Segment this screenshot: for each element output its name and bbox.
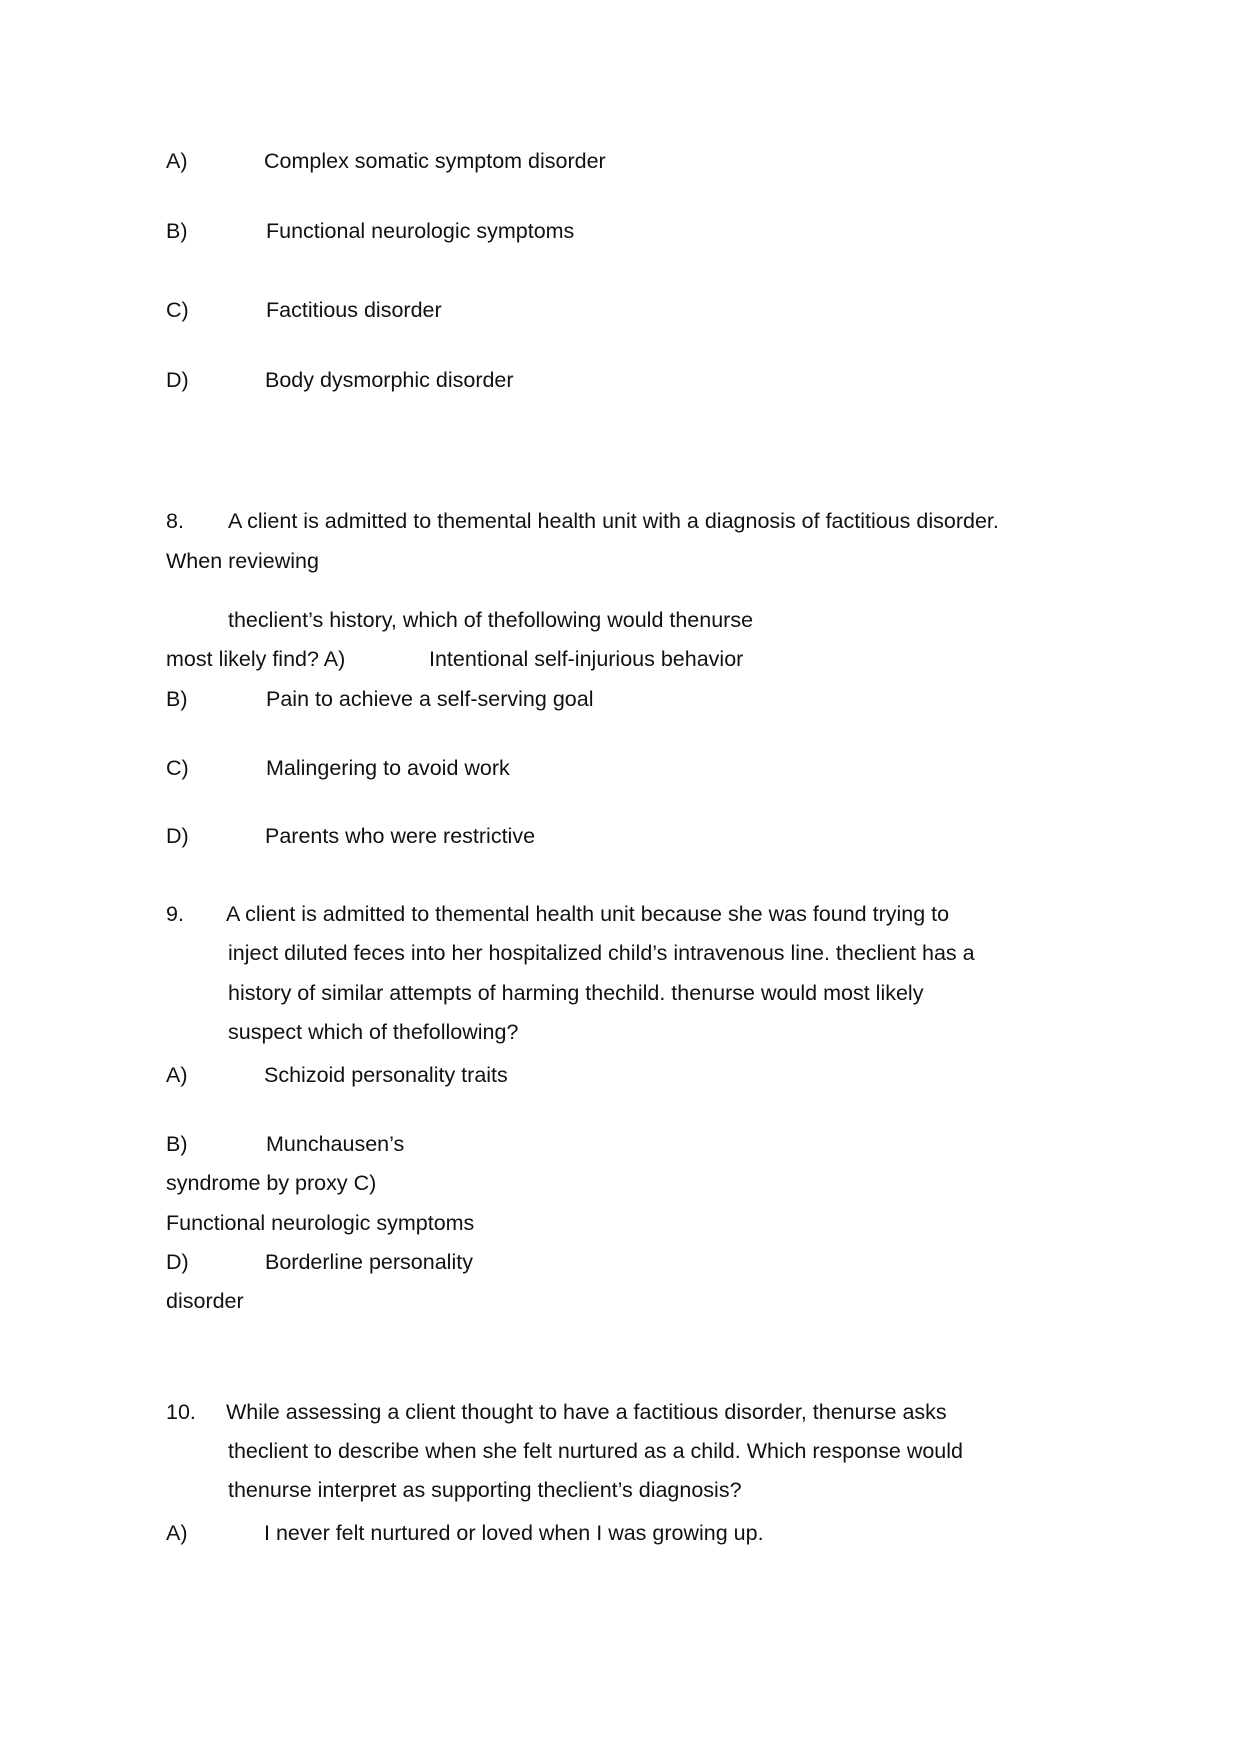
option-text: Malingering to avoid work bbox=[266, 756, 510, 780]
option-text: Complex somatic symptom disorder bbox=[264, 149, 606, 173]
question-text-line: inject diluted feces into her hospitalized child’s intravenous line. theclient has a bbox=[228, 941, 975, 965]
option-text: Factitious disorder bbox=[266, 298, 442, 322]
option-letter: B) bbox=[166, 687, 188, 711]
option-text: Pain to achieve a self-serving goal bbox=[266, 687, 594, 711]
question-text-line: While assessing a client thought to have a factitious disorder, thenurse asks bbox=[226, 1400, 947, 1424]
wrapped-text-line: disorder bbox=[166, 1289, 244, 1313]
option-letter: B) bbox=[166, 219, 188, 243]
question-text-line: A client is admitted to themental health unit because she was found trying to bbox=[226, 902, 950, 926]
question-text-line: most likely find? A) bbox=[166, 647, 346, 671]
option-letter: D) bbox=[166, 368, 189, 392]
question-number: 8. bbox=[166, 509, 184, 533]
option-text: Borderline personality bbox=[265, 1250, 473, 1274]
option-letter: B) bbox=[166, 1132, 188, 1156]
question-text-line: When reviewing bbox=[166, 549, 319, 573]
question-text-line: history of similar attempts of harming thechild. thenurse would most likely bbox=[228, 981, 924, 1005]
option-text: Parents who were restrictive bbox=[265, 824, 536, 848]
option-text: I never felt nurtured or loved when I was growing up. bbox=[264, 1521, 764, 1545]
option-text: Intentional self-injurious behavior bbox=[429, 647, 744, 671]
option-letter: C) bbox=[166, 756, 189, 780]
option-text: Functional neurologic symptoms bbox=[266, 219, 575, 243]
question-text-line: A client is admitted to themental health unit with a diagnosis of factitious disorder. bbox=[228, 509, 999, 533]
question-text-line: thenurse interpret as supporting theclient’s diagnosis? bbox=[228, 1478, 742, 1502]
question-text-line: theclient’s history, which of thefollowing would thenurse bbox=[228, 608, 754, 632]
option-letter: A) bbox=[166, 149, 188, 173]
option-text: Munchausen’s bbox=[266, 1132, 405, 1156]
option-letter: D) bbox=[166, 1250, 189, 1274]
option-letter: D) bbox=[166, 824, 189, 848]
option-letter: A) bbox=[166, 1521, 188, 1545]
wrapped-text-line: Functional neurologic symptoms bbox=[166, 1211, 475, 1235]
question-number: 9. bbox=[166, 902, 184, 926]
option-text: Schizoid personality traits bbox=[264, 1063, 508, 1087]
option-letter: A) bbox=[166, 1063, 188, 1087]
question-number: 10. bbox=[166, 1400, 196, 1424]
option-text: Body dysmorphic disorder bbox=[265, 368, 514, 392]
question-text-line: suspect which of thefollowing? bbox=[228, 1020, 519, 1044]
wrapped-text-line: syndrome by proxy C) bbox=[166, 1171, 377, 1195]
question-text-line: theclient to describe when she felt nurtured as a child. Which response would bbox=[228, 1439, 963, 1463]
option-letter: C) bbox=[166, 298, 189, 322]
